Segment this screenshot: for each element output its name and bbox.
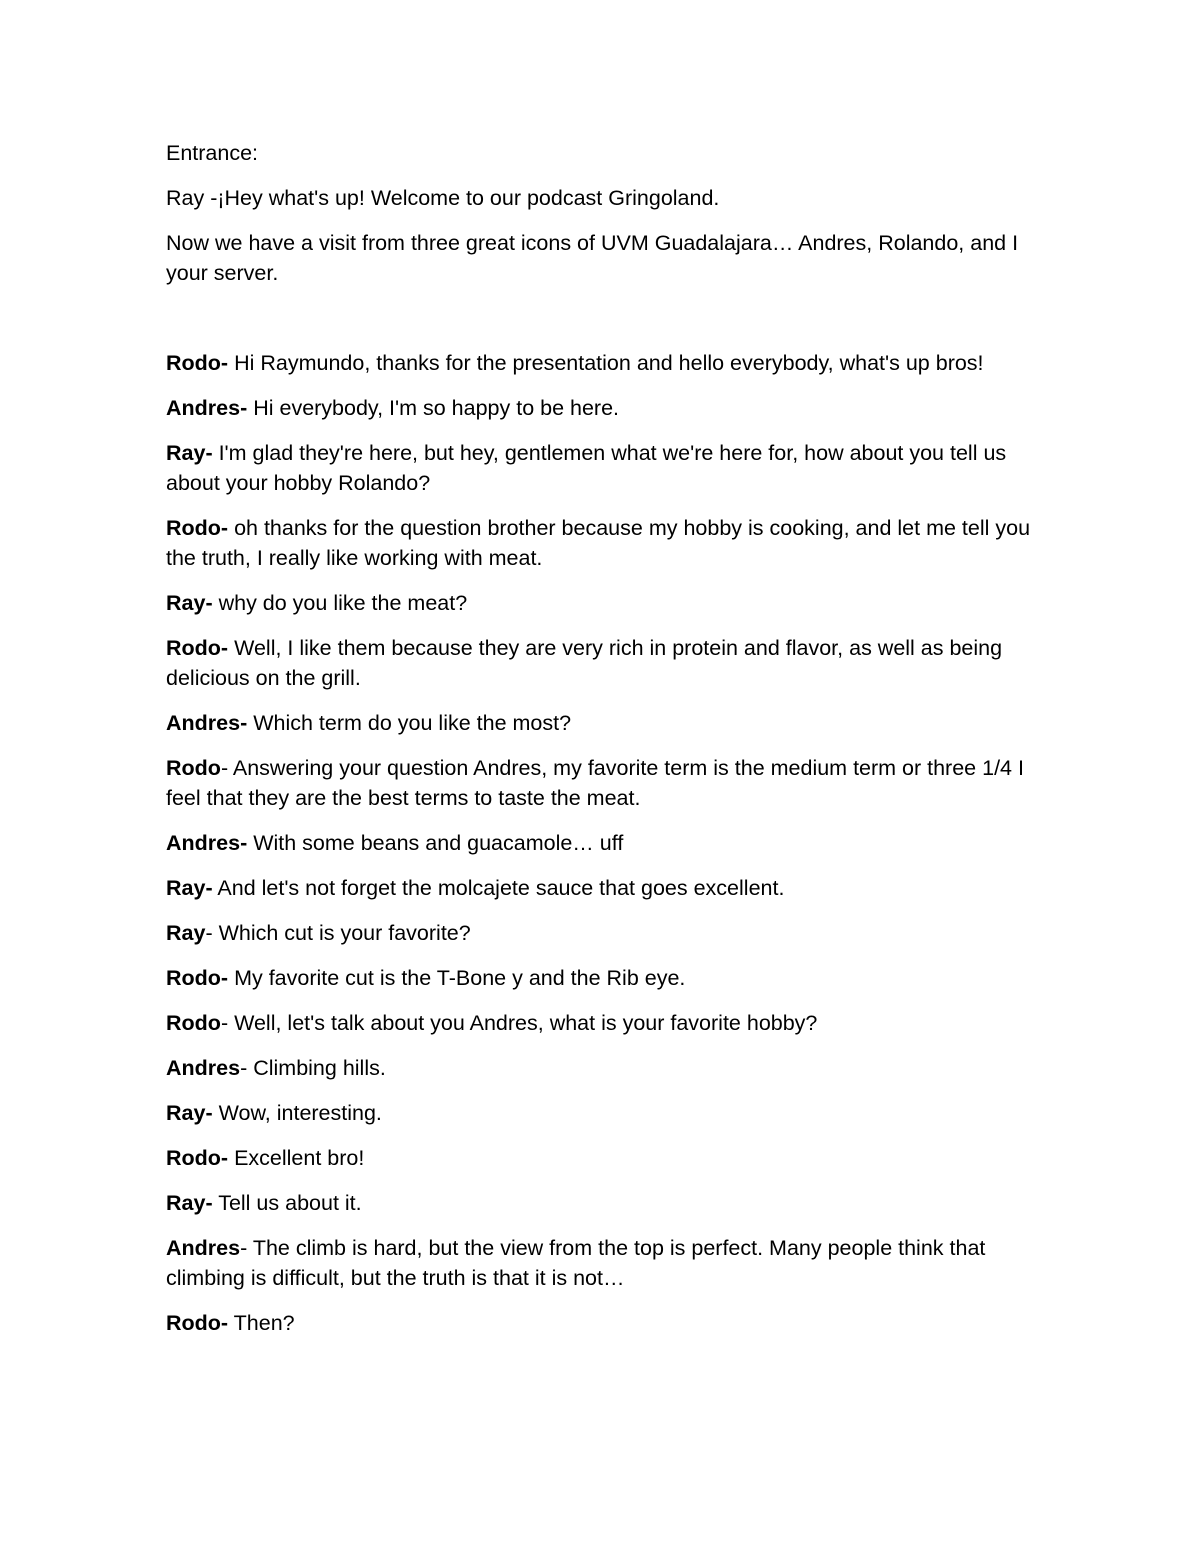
speaker-name: Rodo- xyxy=(166,1311,229,1335)
blank-space xyxy=(166,303,1046,348)
dialogue-text: - Answering your question Andres, my favorite term is the medium term or three 1/4 I feel that they are the best terms to taste the meat. xyxy=(166,756,1024,810)
dialogue-text: - Which cut is your favorite? xyxy=(205,921,471,945)
dialogue-line xyxy=(166,873,1046,903)
dialogue-text: I'm glad they're here, but hey, gentlemen what we're here for, how about you tell us about your hobby Rolando? xyxy=(166,441,1007,495)
intro-line-2: Now we have a visit from three great icons of UVM Guadalajara… Andres, Rolando, and I your server. xyxy=(166,231,1019,285)
dialogue-line xyxy=(166,1008,1046,1038)
dialogue-line xyxy=(166,1143,1046,1173)
dialogue-line xyxy=(166,1053,1046,1083)
dialogue-line xyxy=(166,708,1046,738)
dialogue-text: Tell us about it. xyxy=(212,1191,362,1215)
dialogue-line xyxy=(166,588,1046,618)
section-heading: Entrance: xyxy=(166,141,259,165)
speaker-name: Ray xyxy=(166,921,206,945)
speaker-name: Rodo xyxy=(166,1011,221,1035)
dialogue-text: And let's not forget the molcajete sauce that goes excellent. xyxy=(212,876,785,900)
speaker-name: Ray- xyxy=(166,876,213,900)
dialogue-text: - Climbing hills. xyxy=(240,1056,386,1080)
speaker-name: Rodo- xyxy=(166,1146,229,1170)
document-body xyxy=(166,138,1046,1353)
dialogue-text: oh thanks for the question brother because my hobby is cooking, and let me tell you the truth, I really like working with meat. xyxy=(166,516,1031,570)
speaker-name: Andres xyxy=(166,1236,241,1260)
speaker-name: Rodo- xyxy=(166,966,229,990)
intro-line-1: Ray -¡Hey what's up! Welcome to our podcast Gringoland. xyxy=(166,186,720,210)
dialogue-line xyxy=(166,438,1046,498)
dialogue-text: Hi everybody, I'm so happy to be here. xyxy=(247,396,620,420)
speaker-name: Rodo- xyxy=(166,516,229,540)
dialogue-text: Hi Raymundo, thanks for the presentation and hello everybody, what's up bros! xyxy=(228,351,984,375)
dialogue-text: why do you like the meat? xyxy=(212,591,468,615)
speaker-name: Andres- xyxy=(166,831,248,855)
dialogue-text: Excellent bro! xyxy=(228,1146,365,1170)
speaker-name: Ray- xyxy=(166,441,213,465)
dialogue-text: - The climb is hard, but the view from the top is perfect. Many people think that climbing is difficult, but the truth is that it is not… xyxy=(166,1236,986,1290)
dialogue-line xyxy=(166,918,1046,948)
speaker-name: Rodo xyxy=(166,756,221,780)
speaker-name: Ray- xyxy=(166,591,213,615)
dialogue-text: Well, I like them because they are very rich in protein and flavor, as well as being delicious on the grill. xyxy=(166,636,1003,690)
dialogue-line xyxy=(166,633,1046,693)
dialogue-line xyxy=(166,963,1046,993)
dialogue-line xyxy=(166,393,1046,423)
speaker-name: Andres- xyxy=(166,711,248,735)
dialogue-text: With some beans and guacamole… uff xyxy=(247,831,624,855)
dialogue-line xyxy=(166,753,1046,813)
dialogue-line xyxy=(166,1188,1046,1218)
dialogue-text: Then? xyxy=(228,1311,295,1335)
speaker-name: Rodo- xyxy=(166,636,229,660)
dialogue-text: Wow, interesting. xyxy=(212,1101,382,1125)
dialogue-line xyxy=(166,1233,1046,1293)
speaker-name: Andres xyxy=(166,1056,241,1080)
dialogue-line xyxy=(166,828,1046,858)
dialogue-line xyxy=(166,1098,1046,1128)
dialogue-line xyxy=(166,513,1046,573)
speaker-name: Ray- xyxy=(166,1101,213,1125)
speaker-name: Andres- xyxy=(166,396,248,420)
speaker-name: Ray- xyxy=(166,1191,213,1215)
dialogue-text: - Well, let's talk about you Andres, what is your favorite hobby? xyxy=(220,1011,818,1035)
dialogue-line xyxy=(166,1308,1046,1338)
speaker-name: Rodo- xyxy=(166,351,229,375)
dialogue-line xyxy=(166,348,1046,378)
dialogue-text: Which term do you like the most? xyxy=(247,711,572,735)
dialogue-text: My favorite cut is the T-Bone y and the Rib eye. xyxy=(228,966,686,990)
